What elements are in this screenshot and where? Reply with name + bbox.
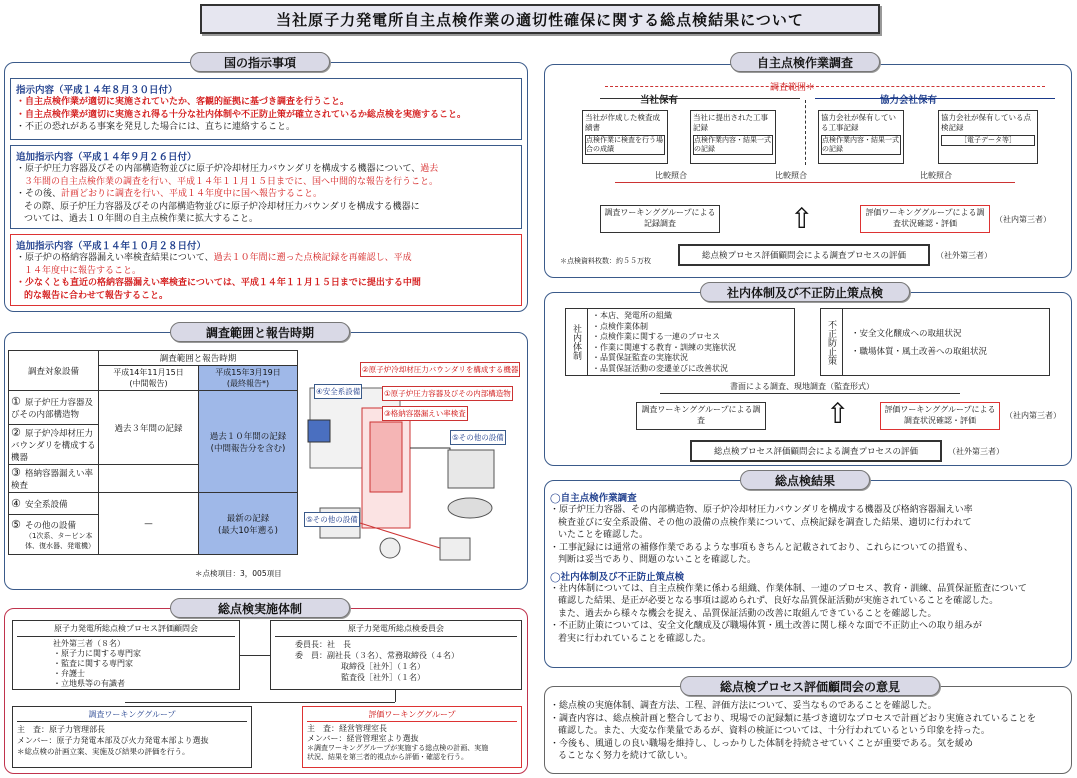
opinion-heading: 総点検プロセス評価顧問会の意見 — [680, 676, 940, 696]
page-title: 当社原子力発電所自主点検作業の適切性確保に関する総点検結果について — [200, 4, 880, 34]
cmp-3: 比較照合 — [920, 171, 952, 180]
directive-3-line2: ・少なくとも直近の格納容器漏えい率検査については、平成１４年１１月１５日までに提出する中間 — [16, 278, 421, 288]
cell-past3: 過去３年間の記録 — [99, 391, 199, 465]
results-heading: 総点検結果 — [740, 470, 870, 490]
system-wg1: 調査ワーキンググループによる調査 — [636, 402, 766, 430]
survey-advnote: （社外第三者） — [936, 251, 992, 260]
results-h1: ◯自主点検作業調査 — [550, 493, 637, 504]
directive-box-3 — [10, 234, 522, 306]
org-connector — [240, 655, 270, 656]
system-method: 書面による調査、現地調査（監査形式） — [730, 382, 874, 391]
directive-1-line1: ・自主点検作業が適切に実施されていたか、客観的証拠に基づき調査を行うこと。 — [16, 97, 350, 107]
internal-box: 社内体制 ・本店、発電所の組織 ・点検作業体制 ・点検作業に関する一連のプロセス ・作業に関連する教育・訓練の実施状況 ・品質保証監査の実施状況 ・品質保証活動の変遷並びに改善状況 — [565, 308, 795, 376]
th-col2: 平成15年3月19日 (最終報告*) — [199, 366, 298, 391]
results-p1-3: ・工事記録には通常の補修作業であるような事項もきちんと記載されており、これらについての措置も、 — [550, 542, 973, 553]
doc-2: 当社に提出された工事記録 点検作業内容・結果一式の記録 — [690, 110, 776, 164]
directive-2-line1c: ３年間の自主点検作業の調査を行い、平成１４年１１月１５日までに、国へ中間的な報告を行うこと。 — [24, 176, 439, 187]
directives-heading: 国の指示事項 — [190, 52, 330, 72]
own-label: 当社保有 — [640, 95, 679, 106]
opinion-p-3: ・今後も、風通しの良い職場を維持し、しっかりした体制を持続させていくことが重要である。気を緩め — [550, 738, 974, 749]
survey-third: （社内第三者） — [995, 215, 1051, 224]
doc-4: 協力会社が保有している点検記録 ［電子データ等］ — [938, 110, 1038, 164]
system-wg2: 評価ワーキンググループによる調査状況確認・評価 — [880, 402, 1000, 430]
org-heading: 総点検実施体制 — [170, 598, 350, 618]
system-heading: 社内体制及び不正防止策点検 — [700, 282, 910, 302]
lbl-other-2: ⑤その他の設備 — [304, 512, 360, 527]
committee-box: 原子力発電所総点検委員会 委員長：社 長 委 員：副社長（３名）、常務取締役（４名） 取締役［社外］（１名） 監査役［社外］（１名） — [270, 620, 522, 690]
lbl-leak: ③格納容器漏えい率検査 — [382, 406, 468, 421]
opinion-p-2: 確認した。また、大変な作業量であるが、資料の検証については、十分行われているという印象を持った。 — [558, 726, 990, 736]
th-col1: 平成14年11月15日 (中間報告) — [99, 366, 199, 391]
doc-3: 協力会社が保有している工事記録 点検作業内容・結果一式の記録 — [818, 110, 904, 164]
cell-past10: 過去１０年間の記録 (中間報告分を含む) — [199, 391, 298, 493]
survey-adv: 総点検プロセス評価顧問会による調査プロセスの評価 — [678, 244, 930, 266]
up-arrow-icon: ⇧ — [790, 202, 814, 235]
results-p2-1: 確認した結果、是正が必要となる事項は認められず、良好な品質保証活動が実施されていることを確認した。 — [558, 596, 999, 606]
scope-table — [8, 350, 298, 555]
advisory-box: 原子力発電所総点検プロセス評価顧問会 社外第三者（８名） ・原子力に関する専門家 ・監査に関する専門家 ・弁護士 ・立地県等の有識者 — [12, 620, 240, 690]
up-arrow-icon-2: ⇧ — [826, 397, 850, 430]
scope-heading: 調査範囲と報告時期 — [170, 322, 350, 342]
row-2: ② 原子炉冷却材圧力バウンダリを構成する機器 — [9, 425, 99, 465]
directive-3-line1c: １４年度中に報告すること。 — [24, 265, 142, 276]
plant-diagram — [300, 358, 524, 578]
directive-3-line1b: 過去１０年間に遡った点検記録を再確認し、平成 — [213, 253, 412, 263]
lbl-vessel: ①原子炉圧力容器及びその内部構造物 — [382, 386, 513, 401]
cell-latest: 最新の記録 (最大10年遡る) — [199, 493, 298, 555]
system-third: （社内第三者） — [1005, 411, 1061, 420]
row-4: ④ 安全系設備 — [9, 493, 99, 515]
antifraud-box: 不正防止策 ・安全文化醸成への取組状況 ・職場体質・風土改善への取組状況 — [820, 308, 1050, 376]
row-5: ⑤ その他の設備 （1次系、タービン本体、復水器、発電機） — [9, 515, 99, 555]
partner-label: 協力会社保有 — [880, 95, 938, 106]
directive-2-line3: その際、原子炉圧力容器及びその内部構造物並びに原子炉冷却材圧力バウンダリを構成する機器に — [24, 201, 420, 212]
opinion-p-0: ・総点検の実施体制、調査方法、工程、評価方法について、妥当なものであることを確認した。 — [550, 701, 937, 711]
cmp-1: 比較照合 — [655, 171, 687, 180]
results-p2-3: ・不正防止策については、安全文化醸成及び職場体質・風土改善に関し様々な面で不正防止への取り組みが — [550, 621, 982, 631]
doc-1: 当社が作成した検査成績書 点検作業に検査を行う場合の成績 — [582, 110, 668, 164]
eval-wg-box: 評価ワーキンググループ 主 査：経営管理室長 メンバー：経営管理室より選抜 ＊調査ワーキンググループが実施する総点検の計画、実施 状況、結果を第三者的視点から評価・確認を行う。 — [302, 706, 522, 768]
cmp-2: 比較照合 — [775, 171, 807, 180]
directive-1-line3: ・不正の恐れがある事案を発見した場合には、直ちに連絡すること。 — [16, 122, 296, 132]
survey-docs: ＊点検資料枚数：約５５万枚 — [560, 257, 651, 265]
directive-box-1 — [10, 78, 522, 140]
opinion-p-4: ることなく努力を続けて欲しい。 — [558, 751, 694, 761]
directive-2-line4: ついては、過去１０年間の自主点検作業に拡大すること。 — [24, 214, 259, 224]
survey-heading: 自主点検作業調査 — [730, 52, 880, 72]
directive-3-line2b: 的な報告に合わせて報告すること。 — [24, 290, 169, 301]
directive-2-line1b: 過去 — [420, 164, 439, 174]
directive-1-line2: ・自主点検作業が適切に実施され得る十分な社内体制や不正防止策が確立されているか総点検を実施すること。 — [16, 109, 467, 120]
results-p1-0: ・原子炉圧力容器、その内部構造物、原子炉冷却材圧力バウンダリを構成する機器及び格納容器漏えい率 — [550, 505, 973, 515]
scope-note: ＊点検項目：3，005項目 — [195, 569, 282, 578]
results-p1-2: いたことを確認した。 — [558, 530, 649, 540]
directive-2-line2b: 計画どおりに調査を行い、平成１４年度中に国へ報告すること。 — [61, 189, 323, 199]
opinion-p-1: ・調査内容は、総点検計画と整合しており、現場での記録類に基づき適切なプロセスで計画どおり実施されていることを — [550, 713, 1037, 724]
row-3: ③ 格納容器漏えい率検査 — [9, 465, 99, 493]
range-label: 調査範囲＊ — [770, 83, 816, 93]
system-advnote: （社外第三者） — [948, 447, 1004, 456]
directive-2-line1a: ・原子炉圧力容器及びその内部構造物並びに原子炉冷却材圧力バウンダリを構成する機器について、 — [16, 164, 421, 174]
th-target: 調査対象設備 — [9, 351, 99, 391]
directive-box-2 — [10, 145, 522, 229]
directive-2-title: 追加指示内容（平成１４年９月２６日付） — [16, 152, 197, 163]
results-p2-4: 着実に行われていることを確認した。 — [558, 633, 712, 644]
survey-wg-box: 調査ワーキンググループ 主 査：原子力管理部長 メンバー：原子力発電本部及び火力発電本部より選抜 ＊総点検の計画立案、実施及び結果の評価を行う。 — [12, 706, 252, 768]
survey-wg1: 調査ワーキンググループによる記録調査 — [600, 205, 720, 233]
lbl-safety: ④安全系設備 — [314, 384, 362, 399]
th-scope: 調査範囲と報告時期 — [99, 351, 298, 366]
results-h2: ◯社内体制及び不正防止策点検 — [550, 571, 685, 583]
results-p1-1: 検査並びに安全系設備、その他の設備の点検作業について、点検記録を調査した結果、適切に行われて — [558, 517, 972, 528]
results-p2-2: また、過去から様々な機会を捉え、品質保証活動の改善に取組んできていることを確認した。 — [558, 608, 937, 619]
directive-3-title: 追加指示内容（平成１４年１０月２８日付） — [16, 241, 207, 252]
results-p2-0: ・社内体制については、自主点検作業に係わる組織、作業体制、一連のプロセス、教育・訓練、品質保証監査について — [550, 583, 1027, 594]
system-adv: 総点検プロセス評価顧問会による調査プロセスの評価 — [690, 440, 942, 462]
directive-3-line1a: ・原子炉の格納容器漏えい率検査結果について、 — [16, 253, 214, 263]
survey-wg2: 評価ワーキンググループによる調査状況確認・評価 — [860, 205, 990, 233]
row-1: ① 原子炉圧力容器及びその内部構造物 — [9, 391, 99, 425]
results-p1-4: 判断は妥当であり、問題のないことを確認した。 — [558, 555, 757, 565]
directive-2-line2a: ・その後、 — [16, 189, 62, 199]
lbl-other-1: ⑤その他の設備 — [450, 430, 506, 445]
lbl-boundary: ②原子炉冷却材圧力バウンダリを構成する機器 — [360, 362, 520, 377]
cell-dash: — — [99, 493, 199, 555]
directive-1-title: 指示内容（平成１４年８月３０日付） — [16, 85, 178, 96]
